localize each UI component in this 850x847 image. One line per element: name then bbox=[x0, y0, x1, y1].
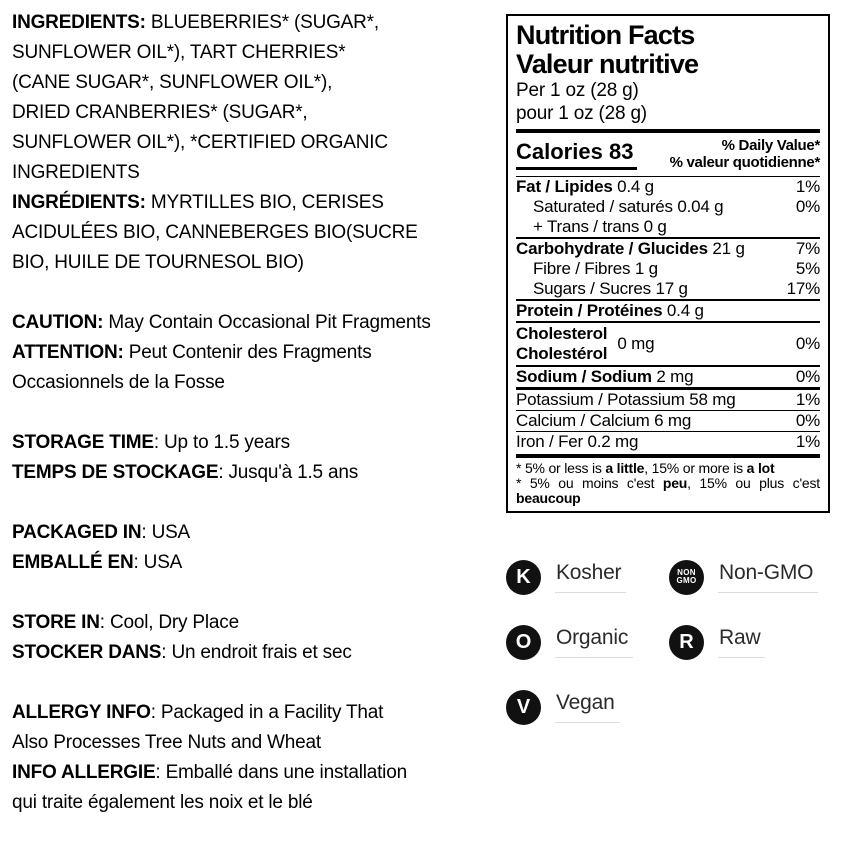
daily-value-header: % Daily Value* % valeur quotidienne* bbox=[669, 137, 820, 171]
raw-icon: R bbox=[669, 625, 704, 660]
calories-value: Calories 83 bbox=[516, 139, 637, 170]
nutrient-row bbox=[516, 197, 820, 217]
nutrient-name bbox=[516, 324, 654, 364]
badge-label-organic: Organic bbox=[555, 626, 633, 658]
text-segment: Peut Contenir des Fragments bbox=[123, 342, 372, 363]
text-segment: INFO ALLERGIE bbox=[12, 762, 156, 783]
text-segment: TEMPS DE STOCKAGE bbox=[12, 462, 219, 483]
label-text-line bbox=[12, 458, 498, 488]
label-text-line bbox=[12, 128, 498, 158]
nutrient-row bbox=[516, 365, 820, 387]
label-text-line bbox=[12, 698, 498, 728]
organic-icon: O bbox=[506, 625, 541, 660]
text-segment: : Jusqu'à 1.5 ans bbox=[218, 462, 359, 483]
text-segment: peu bbox=[662, 475, 688, 491]
badge-organic bbox=[506, 621, 669, 663]
nutrition-facts-panel bbox=[506, 14, 830, 513]
nutrient-row bbox=[516, 321, 820, 365]
text-segment: MYRTILLES BIO, CERISES bbox=[145, 192, 384, 213]
text-segment: STORAGE TIME bbox=[12, 432, 154, 453]
daily-value-percent: 0% bbox=[795, 197, 820, 216]
label-text-line bbox=[12, 8, 498, 38]
text-segment: * 5% or less is bbox=[516, 460, 606, 476]
badge-label-kosher: Kosher bbox=[555, 561, 626, 593]
text-segment: a lot bbox=[746, 460, 775, 476]
badge-label-vegan: Vegan bbox=[555, 691, 620, 723]
text-segment: CAUTION: bbox=[12, 312, 104, 333]
text-segment: BIO, HUILE DE TOURNESOL BIO) bbox=[12, 252, 304, 273]
text-segment: * 5% ou moins c'est bbox=[516, 475, 663, 491]
line-spacer bbox=[12, 488, 498, 518]
text-segment: , 15% or more is bbox=[644, 460, 747, 476]
daily-value-percent: 0% bbox=[795, 367, 820, 386]
label-text-line bbox=[12, 608, 498, 638]
footnote-en bbox=[516, 461, 820, 476]
label-text-line bbox=[12, 158, 498, 188]
text-segment: EMBALLÉ EN bbox=[12, 552, 134, 573]
nutrition-facts-title-fr: Valeur nutritive bbox=[516, 49, 699, 79]
label-text-line bbox=[12, 188, 498, 218]
badge-kosher bbox=[506, 556, 669, 598]
text-segment: ALLERGY INFO bbox=[12, 702, 151, 723]
text-segment: : Emballé dans une installation bbox=[155, 762, 407, 783]
thick-divider bbox=[516, 129, 820, 133]
badge-label-raw: Raw bbox=[718, 626, 765, 658]
footnote bbox=[516, 454, 820, 506]
text-segment: beaucoup bbox=[516, 490, 581, 506]
nutrient-row bbox=[516, 217, 820, 237]
daily-value-percent: 7% bbox=[795, 239, 820, 258]
text-segment: May Contain Occasional Pit Fragments bbox=[103, 312, 431, 333]
nutrient-row bbox=[516, 237, 820, 259]
nutrient-name: + Trans / trans 0 g bbox=[533, 217, 667, 236]
line-spacer bbox=[12, 668, 498, 698]
kosher-icon: K bbox=[506, 560, 541, 595]
badge-non-gmo bbox=[669, 556, 838, 598]
text-segment: , 15% ou plus c'est bbox=[687, 475, 820, 491]
vegan-icon: V bbox=[506, 690, 541, 725]
line-spacer bbox=[12, 398, 498, 428]
nutrient-row bbox=[516, 299, 820, 321]
daily-value-percent: 1% bbox=[795, 390, 820, 409]
daily-value-percent: 0% bbox=[795, 411, 820, 430]
nutrient-name: Potassium / Potassium 58 mg bbox=[516, 390, 736, 409]
nutrient-name: Carbohydrate / Glucides 21 g bbox=[516, 239, 745, 258]
label-info-column bbox=[12, 8, 498, 818]
nutrient-amount: 0 mg bbox=[617, 334, 655, 353]
text-segment: : Cool, Dry Place bbox=[99, 612, 239, 633]
text-segment: : Un endroit frais et sec bbox=[161, 642, 352, 663]
label-text-line bbox=[12, 548, 498, 578]
daily-value-percent: 17% bbox=[786, 279, 820, 298]
nutrient-row bbox=[516, 387, 820, 410]
text-segment: ATTENTION: bbox=[12, 342, 124, 363]
nutrient-rows bbox=[516, 177, 820, 452]
daily-value-percent: 0% bbox=[795, 334, 820, 353]
daily-value-percent: 1% bbox=[795, 177, 820, 196]
text-segment: INGREDIENTS: bbox=[12, 12, 146, 33]
text-segment: Also Processes Tree Nuts and Wheat bbox=[12, 732, 321, 753]
label-text-line bbox=[12, 68, 498, 98]
text-segment: a little bbox=[605, 460, 645, 476]
text-segment: : Packaged in a Facility That bbox=[150, 702, 384, 723]
nutrient-row bbox=[516, 279, 820, 299]
text-segment: INGRÉDIENTS: bbox=[12, 192, 146, 213]
label-text-line bbox=[12, 368, 498, 398]
text-segment: STOCKER DANS bbox=[12, 642, 162, 663]
text-segment: SUNFLOWER OIL*), TART CHERRIES* bbox=[12, 42, 346, 63]
daily-value-percent: 5% bbox=[795, 259, 820, 278]
text-segment: SUNFLOWER OIL*), *CERTIFIED ORGANIC bbox=[12, 132, 388, 153]
text-segment: (CANE SUGAR*, SUNFLOWER OIL*), bbox=[12, 72, 333, 93]
nutrition-facts-title-en: Nutrition Facts bbox=[516, 20, 695, 50]
badge-raw bbox=[669, 621, 838, 663]
text-segment: DRIED CRANBERRIES* (SUGAR*, bbox=[12, 102, 308, 123]
nutrient-name: Sugars / Sucres 17 g bbox=[533, 279, 688, 298]
text-segment: : USA bbox=[133, 552, 183, 573]
line-spacer bbox=[12, 278, 498, 308]
label-text-line bbox=[12, 98, 498, 128]
label-text-line bbox=[12, 638, 498, 668]
label-text-line bbox=[12, 338, 498, 368]
serving-size-en: Per 1 oz (28 g) bbox=[516, 80, 639, 101]
line-spacer bbox=[12, 578, 498, 608]
nutrient-name: Calcium / Calcium 6 mg bbox=[516, 411, 692, 430]
nutrient-name: Fat / Lipides 0.4 g bbox=[516, 177, 654, 196]
text-segment: INGREDIENTS bbox=[12, 162, 140, 183]
text-segment: qui traite également les noix et le blé bbox=[12, 792, 313, 813]
serving-size-fr: pour 1 oz (28 g) bbox=[516, 103, 647, 124]
text-segment: PACKAGED IN bbox=[12, 522, 142, 543]
text-segment: : USA bbox=[141, 522, 191, 543]
label-text-line bbox=[12, 518, 498, 548]
nutrient-name: Fibre / Fibres 1 g bbox=[533, 259, 658, 278]
label-text-line bbox=[12, 428, 498, 458]
nutrient-name: Saturated / saturés 0.04 g bbox=[533, 197, 724, 216]
label-text-line bbox=[12, 788, 498, 818]
label-text-line bbox=[12, 308, 498, 338]
badge-label-non-gmo: Non-GMO bbox=[718, 561, 818, 593]
nutrient-row bbox=[516, 431, 820, 452]
label-text-line bbox=[12, 248, 498, 278]
badge-vegan bbox=[506, 686, 669, 728]
text-segment: : Up to 1.5 years bbox=[153, 432, 290, 453]
label-text-line bbox=[12, 38, 498, 68]
label-text-line bbox=[12, 758, 498, 788]
footnote-fr bbox=[516, 476, 820, 506]
daily-value-percent: 1% bbox=[795, 432, 820, 451]
calories-row bbox=[516, 135, 820, 177]
nutrient-name: Iron / Fer 0.2 mg bbox=[516, 432, 639, 451]
nutrient-row bbox=[516, 259, 820, 279]
text-segment: STORE IN bbox=[12, 612, 100, 633]
certification-badges bbox=[506, 556, 838, 728]
label-text-line bbox=[12, 728, 498, 758]
text-segment: Occasionnels de la Fosse bbox=[12, 372, 225, 393]
nutrient-name-stacked: Cholesterol Cholestérol bbox=[516, 324, 608, 363]
non-gmo-icon: NON GMO bbox=[669, 560, 704, 595]
nutrient-row bbox=[516, 177, 820, 197]
text-segment: BLUEBERRIES* (SUGAR*, bbox=[145, 12, 379, 33]
nutrient-row bbox=[516, 410, 820, 431]
text-segment: ACIDULÉES BIO, CANNEBERGES BIO(SUCRE bbox=[12, 222, 418, 243]
nutrient-name: Protein / Protéines 0.4 g bbox=[516, 301, 704, 320]
label-text-line bbox=[12, 218, 498, 248]
nutrient-name: Sodium / Sodium 2 mg bbox=[516, 367, 694, 386]
